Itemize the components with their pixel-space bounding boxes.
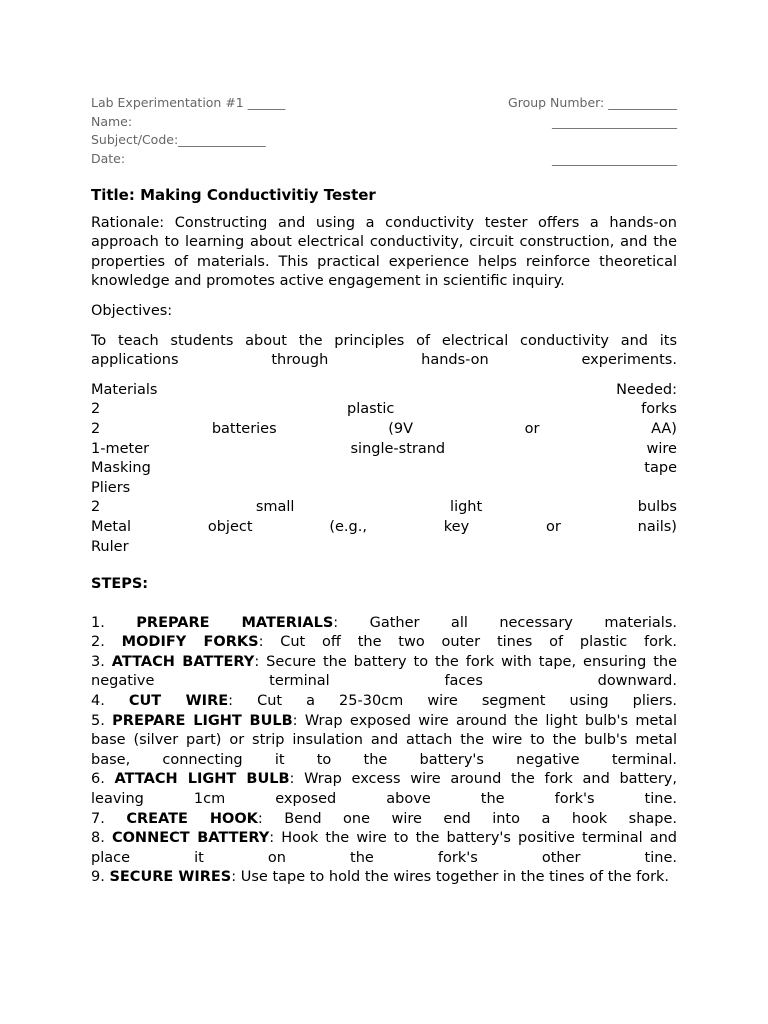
objectives-word: through	[271, 352, 329, 369]
steps-heading: STEPS:	[91, 576, 149, 593]
step-item	[91, 692, 677, 712]
step-number: 8.	[91, 830, 105, 847]
materials-line	[91, 420, 677, 440]
lab-experimentation-field: Lab Experimentation #1 ______	[91, 95, 286, 110]
materials-word: Masking	[91, 460, 151, 477]
materials-word: 2	[91, 420, 101, 437]
materials-word: Pliers	[91, 479, 131, 496]
document-title: Title: Making Conductivitiy Tester	[91, 186, 376, 204]
step-label: SECURE WIRES	[109, 869, 232, 886]
step-item	[91, 868, 677, 888]
materials-word: light	[450, 499, 483, 516]
materials-line	[91, 518, 677, 538]
step-text: : Gather all necessary materials.	[333, 614, 677, 631]
materials-word: Ruler	[91, 538, 129, 555]
step-item	[91, 770, 677, 809]
materials-word: small	[255, 499, 295, 516]
materials-line	[91, 538, 677, 558]
step-item	[91, 614, 677, 634]
step-item	[91, 829, 677, 868]
step-text: : Cut off the two outer tines of plastic fork.	[258, 634, 678, 651]
objectives-line-2	[91, 351, 677, 371]
header-row-lab	[91, 94, 677, 113]
step-text: : Wrap exposed wire around the light bulb's metal base (silver part) or strip insulation and attach the wire to the bulb's metal base, connecting it to the battery's negative terminal.	[91, 712, 678, 768]
step-text: : Bend one wire end into a hook shape.	[257, 810, 678, 827]
materials-word: batteries	[211, 420, 277, 437]
materials-word: (e.g.,	[329, 518, 367, 535]
materials-word: plastic	[346, 401, 395, 418]
step-item	[91, 633, 677, 653]
step-text: : Secure the battery to the fork with tape, ensuring the negative terminal faces downward.	[91, 653, 678, 690]
step-text: : Hook the wire to the battery's positive terminal and place it on the fork's other tine.	[91, 830, 678, 866]
materials-word: or	[524, 420, 540, 437]
materials-word: tape	[644, 460, 677, 477]
step-label: CUT WIRE	[128, 693, 229, 710]
materials-word: bulbs	[637, 499, 677, 516]
objectives-heading: Objectives:	[91, 302, 173, 319]
name-blank: ____________________	[552, 113, 677, 129]
materials-line	[91, 459, 677, 479]
step-item	[91, 712, 677, 771]
materials-word: 2	[91, 499, 101, 516]
step-number: 2.	[91, 634, 105, 651]
step-item	[91, 653, 677, 692]
step-label: PREPARE MATERIALS	[136, 614, 334, 631]
step-label: CONNECT BATTERY	[111, 830, 270, 847]
step-number: 3.	[91, 653, 105, 670]
date-blank: ____________________	[552, 150, 677, 166]
step-number: 1.	[91, 614, 105, 631]
materials-line	[91, 381, 677, 401]
materials-word: Needed:	[616, 381, 677, 398]
materials-word: 2	[91, 401, 101, 418]
step-label: PREPARE LIGHT BULB	[112, 712, 293, 729]
materials-word: Metal	[91, 518, 132, 535]
objectives-line-1: To teach students about the principles of electrical conductivity and its	[91, 332, 677, 349]
rationale-paragraph: Rationale: Constructing and using a conductivity tester offers a hands-on approach to learning about electrical conductivity, circuit construction, and the properties of materials. This practical experience helps reinforce theoretical knowledge and promotes active engagement in scientific inquiry.	[91, 214, 677, 290]
step-label: CREATE HOOK	[126, 810, 258, 827]
materials-line	[91, 479, 677, 499]
materials-word: object	[207, 518, 253, 535]
materials-word: AA)	[651, 420, 677, 437]
group-number-field: Group Number: ___________	[508, 95, 677, 110]
document-body	[91, 186, 677, 888]
objectives-word: experiments.	[581, 352, 677, 369]
materials-line	[91, 440, 677, 460]
step-label: MODIFY FORKS	[121, 634, 259, 651]
subject-code-field: Subject/Code:______________	[91, 132, 266, 147]
step-number: 7.	[91, 810, 105, 827]
materials-list	[91, 381, 677, 557]
materials-line	[91, 498, 677, 518]
step-label: ATTACH BATTERY	[111, 653, 255, 670]
objectives-word: applications	[91, 352, 179, 369]
form-header	[91, 94, 677, 168]
header-row-subject	[91, 131, 677, 150]
step-label: ATTACH LIGHT BULB	[114, 771, 290, 788]
materials-word: (9V	[388, 420, 414, 437]
step-text: : Wrap excess wire around the fork and battery, leaving 1cm exposed above the fork's tine.	[91, 771, 677, 808]
step-number: 6.	[91, 771, 105, 788]
materials-word: nails)	[637, 518, 677, 535]
name-label: Name:	[91, 113, 133, 129]
step-item	[91, 810, 677, 830]
step-number: 5.	[91, 712, 105, 729]
materials-word: single-strand	[350, 440, 446, 457]
materials-word: Materials	[91, 381, 158, 398]
date-label: Date:	[91, 150, 126, 166]
step-text: : Cut a 25-30cm wire segment using pliers.	[228, 693, 677, 710]
objectives-word: hands-on	[421, 352, 489, 369]
step-number: 4.	[91, 693, 105, 710]
materials-line	[91, 400, 677, 420]
step-text: : Use tape to hold the wires together in the tines of the fork.	[231, 869, 670, 886]
materials-word: key	[443, 518, 470, 535]
materials-word: 1-meter	[91, 440, 150, 457]
steps-list	[91, 614, 677, 888]
materials-word: wire	[646, 440, 677, 457]
materials-word: or	[545, 518, 561, 535]
header-row-name	[91, 113, 677, 132]
header-row-date	[91, 150, 677, 169]
materials-word: forks	[641, 401, 677, 418]
step-number: 9.	[91, 869, 105, 886]
